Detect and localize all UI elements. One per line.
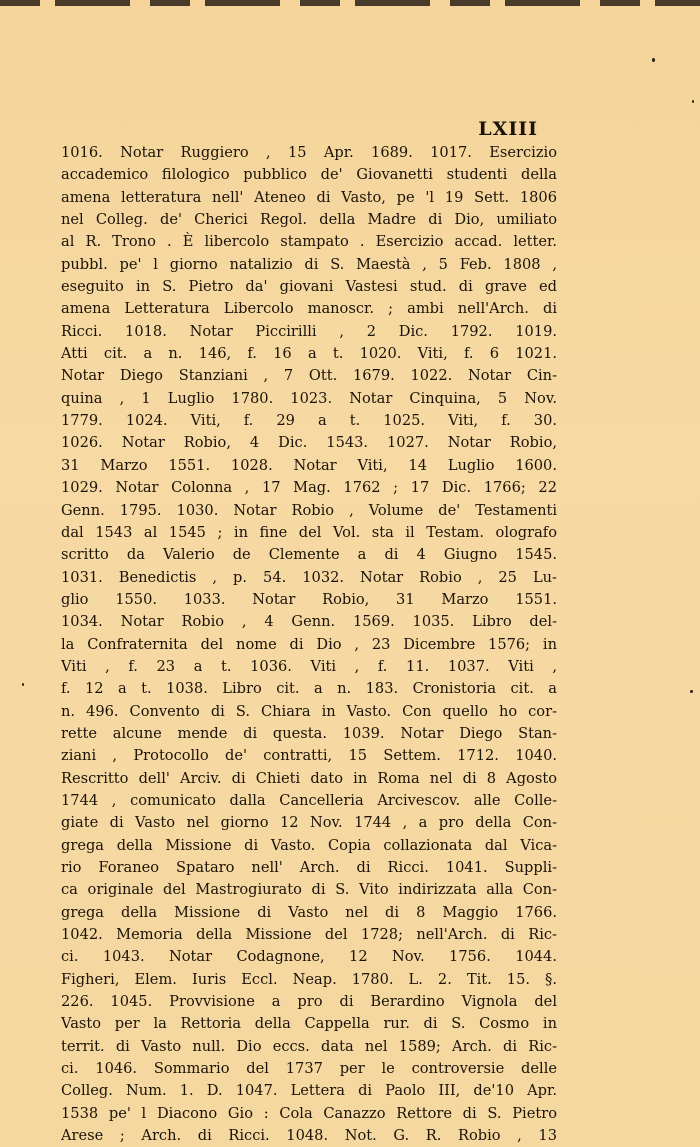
text-line: n. 496. Convento di S. Chiara in Vasto. Con quello ho cor-	[61, 702, 557, 720]
text-line: la Confraternita del nome di Dio , 23 Dicembre 1576; in	[61, 635, 557, 653]
text-line: territ. di Vasto null. Dio eccs. data nel 1589; Arch. di Ric-	[61, 1037, 557, 1055]
text-line: 1042. Memoria della Missione del 1728; nell'Arch. di Ric-	[61, 926, 557, 944]
ink-speck	[652, 58, 655, 62]
ink-speck	[690, 690, 693, 693]
text-line: 1779. 1024. Viti, f. 29 a t. 1025. Viti, f. 30.	[61, 412, 557, 430]
text-line: amena letteratura nell' Ateneo di Vasto, pe 'l 19 Sett. 1806	[61, 188, 557, 206]
text-line: Arese ; Arch. di Ricci. 1048. Not. G. R. Robio , 13	[61, 1127, 557, 1145]
text-line: giate di Vasto nel giorno 12 Nov. 1744 , a pro della Con-	[61, 814, 557, 832]
text-line: amena Letteratura Libercolo manoscr. ; ambi nell'Arch. di	[61, 300, 557, 318]
text-line: nel Colleg. de' Cherici Regol. della Madre di Dio, umiliato	[61, 211, 557, 229]
text-line: Ricci. 1018. Notar Piccirilli , 2 Dic. 1792. 1019.	[61, 322, 557, 340]
text-line: Colleg. Num. 1. D. 1047. Lettera di Paolo III, de'10 Apr.	[61, 1082, 557, 1100]
text-line: 31 Marzo 1551. 1028. Notar Viti, 14 Luglio 1600.	[61, 456, 557, 474]
page-top-edge	[0, 0, 700, 6]
text-line: 1538 pe' l Diacono Gio : Cola Canazzo Rettore di S. Pietro	[61, 1104, 557, 1122]
text-line: rette alcune mende di questa. 1039. Notar Diego Stan-	[61, 724, 557, 742]
text-line: accademico filologico pubblico de' Giovanetti studenti della	[61, 166, 557, 184]
text-line: eseguito in S. Pietro da' giovani Vastesi stud. di grave ed	[61, 278, 557, 296]
text-line: f. 12 a t. 1038. Libro cit. a n. 183. Cronistoria cit. a	[61, 680, 557, 698]
text-line: 226. 1045. Provvisione a pro di Berardino Vignola del	[61, 993, 557, 1011]
text-line: 1744 , comunicato dalla Cancelleria Arcivescov. alle Colle-	[61, 791, 557, 809]
text-line: 1016. Notar Ruggiero , 15 Apr. 1689. 1017. Esercizio	[61, 144, 557, 161]
text-line: ci. 1043. Notar Codagnone, 12 Nov. 1756. 1044.	[61, 948, 557, 966]
text-line: 1034. Notar Robio , 4 Genn. 1569. 1035. Libro del-	[61, 613, 557, 631]
text-line: ziani , Protocollo de' contratti, 15 Settem. 1712. 1040.	[61, 747, 557, 765]
text-line: pubbl. pe' l giorno natalizio di S. Maestà , 5 Feb. 1808 ,	[61, 255, 557, 273]
text-line: grega della Missione di Vasto. Copia collazionata dal Vica-	[61, 836, 557, 854]
text-line: Vasto per la Rettoria della Cappella rur. di S. Cosmo in	[61, 1015, 557, 1033]
text-line: 1026. Notar Robio, 4 Dic. 1543. 1027. Notar Robio,	[61, 434, 557, 452]
text-line: scritto da Valerio de Clemente a di 4 Giugno 1545.	[61, 546, 557, 564]
text-line: rio Foraneo Spataro nell' Arch. di Ricci. 1041. Suppli-	[61, 859, 557, 876]
text-line: 1029. Notar Colonna , 17 Mag. 1762 ; 17 Dic. 1766; 22	[61, 479, 557, 497]
text-line: grega della Missione di Vasto nel di 8 Maggio 1766.	[61, 903, 557, 921]
text-line: Viti , f. 23 a t. 1036. Viti , f. 11. 1037. Viti ,	[61, 657, 557, 675]
text-line: Atti cit. a n. 146, f. 16 a t. 1020. Viti, f. 6 1021.	[61, 345, 557, 363]
text-line: quina , 1 Luglio 1780. 1023. Notar Cinquina, 5 Nov.	[61, 389, 557, 407]
ink-speck	[692, 100, 694, 103]
text-line: al R. Trono . È libercolo stampato . Esercizio accad. letter.	[61, 233, 557, 251]
text-line: Notar Diego Stanziani , 7 Ott. 1679. 1022. Notar Cin-	[61, 367, 557, 385]
text-line: Figheri, Elem. Iuris Eccl. Neap. 1780. L. 2. Tit. 15. §.	[61, 970, 557, 988]
text-line: ci. 1046. Sommario del 1737 per le controversie delle	[61, 1060, 557, 1078]
text-line: glio 1550. 1033. Notar Robio, 31 Marzo 1551.	[61, 590, 557, 608]
body-text	[61, 142, 557, 1147]
text-line: dal 1543 al 1545 ; in fine del Vol. sta il Testam. olografo	[61, 523, 557, 541]
text-line: ca originale del Mastrogiurato di S. Vito indirizzata alla Con-	[61, 881, 557, 899]
text-line: 1031. Benedictis , p. 54. 1032. Notar Robio , 25 Lu-	[61, 568, 557, 586]
ink-speck	[22, 683, 24, 686]
page-number: LXIII	[478, 118, 538, 140]
text-line: Rescritto dell' Arciv. di Chieti dato in Roma nel di 8 Agosto	[61, 769, 557, 787]
text-line: Genn. 1795. 1030. Notar Robio , Volume de' Testamenti	[61, 501, 557, 519]
